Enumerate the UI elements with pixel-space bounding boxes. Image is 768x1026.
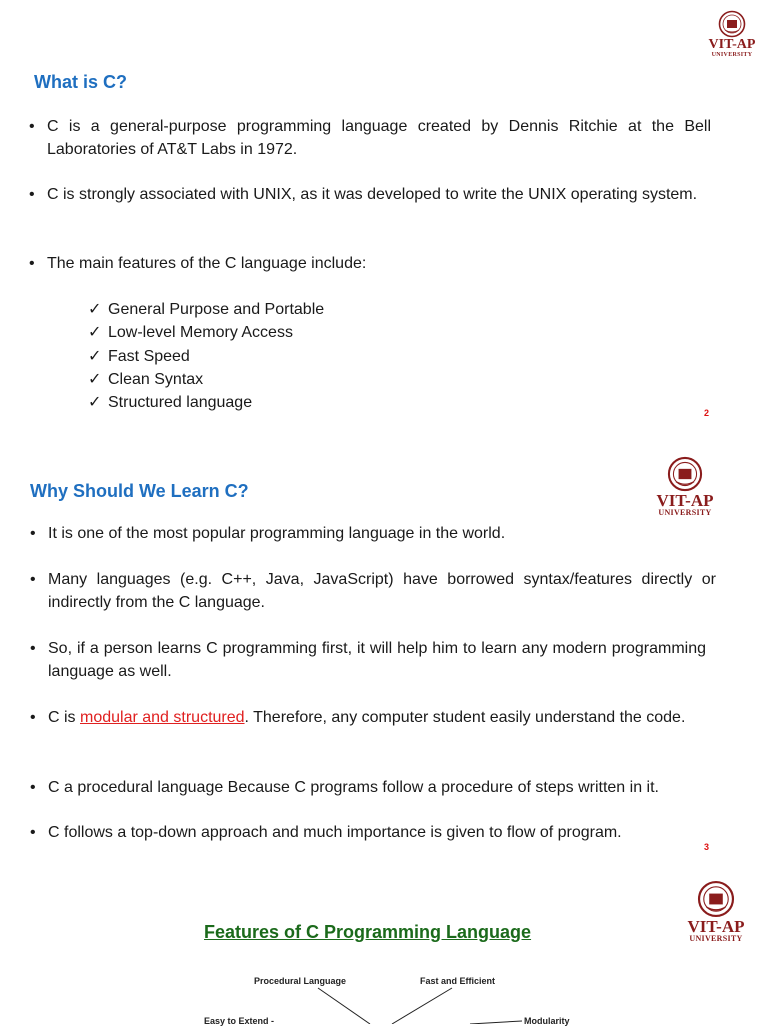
- bullet-icon: •: [30, 525, 36, 542]
- feature-item: ✓ Low-level Memory Access: [88, 321, 324, 344]
- bullet-icon: •: [30, 709, 36, 726]
- check-icon: ✓: [88, 370, 102, 388]
- features-diagram-lines: [0, 980, 768, 1024]
- slide-heading: Why Should We Learn C?: [30, 481, 249, 501]
- bullet-item: [30, 522, 716, 545]
- bullet-item: • C is modular and structured. Therefore, any computer student easily understand the code.: [48, 706, 706, 729]
- logo-subtitle: UNIVERSITY: [658, 508, 712, 517]
- bullet-text: C is a general-purpose programming language created by Dennis Ritchie at the Bell Laboratories of AT&T Labs in 1972.: [47, 118, 711, 158]
- check-icon: ✓: [88, 301, 102, 318]
- seal-icon: [718, 10, 746, 38]
- bullet-text: It is one of the most popular programming language in the world.: [48, 525, 506, 542]
- bullet-item: [29, 115, 711, 161]
- feature-item: ✓ Fast Speed: [88, 345, 324, 368]
- diagram-node: Easy to Extend -: [204, 1016, 275, 1026]
- check-icon: ✓: [88, 394, 102, 412]
- bullet-text: C a procedural language Because C programs follow a procedure of steps written in it.: [48, 779, 659, 796]
- bullet-item: [30, 821, 716, 844]
- bullet-text: So, if a person learns C programming first, it will help him to learn any modern programming language as well.: [48, 640, 706, 680]
- feature-item: ✓ Structured language: [88, 391, 324, 414]
- bullet-icon: •: [30, 824, 36, 841]
- bullet-item: [29, 183, 714, 206]
- check-icon: ✓: [88, 347, 102, 365]
- diagram-node: Modularity: [524, 1016, 570, 1026]
- diagram-node: Procedural Language: [254, 976, 347, 986]
- highlight-text: modular and structured: [80, 709, 245, 726]
- bullet-icon: •: [29, 118, 35, 135]
- page-number: 3: [704, 842, 710, 852]
- slide-heading: What is C?: [34, 72, 127, 92]
- university-logo: [682, 880, 750, 943]
- university-logo: [704, 10, 760, 58]
- seal-icon: [697, 880, 735, 918]
- bullet-icon: •: [30, 779, 36, 796]
- logo-name: VIT-AP: [687, 917, 745, 936]
- bullet-text: C is strongly associated with UNIX, as it was developed to write the UNIX operating system.: [47, 186, 698, 203]
- bullet-text: Many languages (e.g. C++, Java, JavaScript) have borrowed syntax/features directly or indirectly from the C language.: [48, 571, 716, 611]
- check-icon: ✓: [88, 324, 102, 342]
- bullet-item: [30, 568, 716, 614]
- logo-name: VIT-AP: [656, 491, 714, 510]
- bullet-icon: •: [29, 186, 35, 203]
- logo-name: VIT-AP: [708, 37, 756, 52]
- bullet-text: The main features of the C language include:: [47, 255, 367, 272]
- bullet-icon: •: [29, 255, 35, 272]
- feature-item: ✓ General Purpose and Portable: [88, 298, 324, 321]
- bullet-icon: •: [30, 640, 36, 657]
- seal-icon: [667, 456, 703, 492]
- logo-subtitle: UNIVERSITY: [711, 52, 753, 58]
- bullet-item: [30, 637, 706, 683]
- logo-subtitle: UNIVERSITY: [689, 934, 743, 943]
- feature-item: ✓ Clean Syntax: [88, 368, 324, 391]
- page-number: 2: [704, 408, 710, 418]
- university-logo: [652, 456, 718, 517]
- bullet-item: [30, 776, 716, 799]
- feature-list: [88, 298, 324, 414]
- bullet-text: C follows a top-down approach and much importance is given to flow of program.: [48, 824, 622, 841]
- diagram-node: Fast and Efficient: [420, 976, 496, 986]
- features-title: Features of C Programming Language: [204, 922, 532, 942]
- bullet-item: [29, 252, 714, 275]
- bullet-icon: •: [30, 571, 36, 588]
